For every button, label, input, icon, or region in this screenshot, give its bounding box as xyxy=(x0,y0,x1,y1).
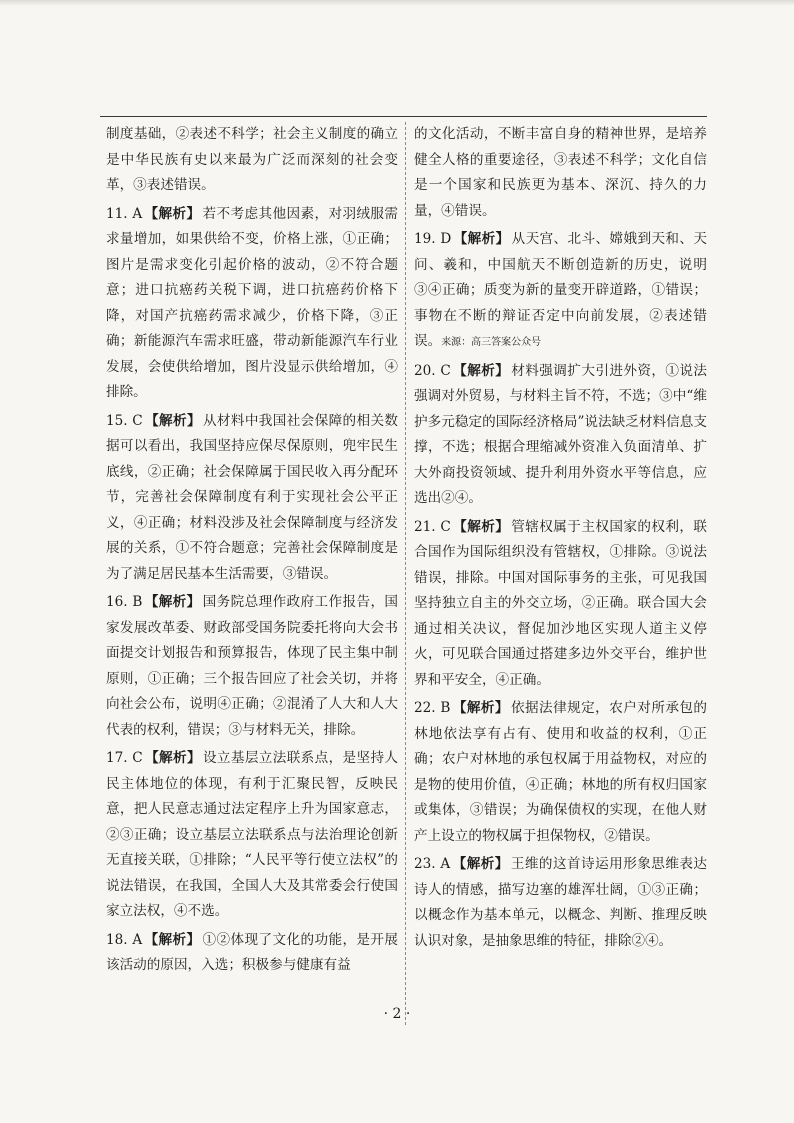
item-number: 11. A xyxy=(106,205,143,222)
analysis-tag: 【解析】 xyxy=(144,750,201,766)
analysis-tag: 【解析】 xyxy=(144,594,201,610)
item-number: 21. C xyxy=(414,518,451,535)
item-text: 依据法律规定，农户对所承包的林地依法享有占有、使用和收益的权利，①正确；农户对林地的承包权属于用益物权，对应的是物的使用价值，④正确；林地的所有权归国家或集体，③错误；为确保债权的实现，在他人财产上设立的物权属于担保物权，②错误。 xyxy=(414,700,708,844)
item-text: 管辖权属于主权国家的权利，联合国作为国际组织没有管辖权，①排除。③说法错误，排除。中国对国际事务的主张，可见我国坚持独立自主的外交立场，②正确。联合国大会通过相关决议，督促加沙地区实现人道主义停火，可见联合国通过搭建多边外交平台，维护世界和平安全，④正确。 xyxy=(414,518,708,688)
answer-item-11 xyxy=(106,202,398,406)
answer-item-20 xyxy=(414,359,707,512)
header-rule xyxy=(100,116,707,117)
analysis-tag: 【解析】 xyxy=(452,856,509,872)
item-text: 王维的这首诗运用形象思维表达诗人的情感，描写边塞的雄浑壮阔，①③正确；以概念作为基本单元，以概念、判断、推理反映认识对象，是抽象思维的特征，排除②④。 xyxy=(414,856,708,949)
item-text: 国务院总理作政府工作报告，国家发展改革委、财政部受国务院委托将向大会书面提交计划报告和预算报告，体现了民主集中制原则，①正确；三个报告回应了社会关切，并将向社会公布，说明④正确；②混淆了人大和人大代表的权利，错误；③与材料无关，排除。 xyxy=(106,594,399,738)
answer-item-21 xyxy=(414,515,707,694)
source-watermark-text: 来源：高三答案公众号 xyxy=(441,337,542,348)
analysis-tag: 【解析】 xyxy=(144,931,201,948)
analysis-tag: 【解析】 xyxy=(144,412,201,429)
page-number: · 2 · xyxy=(383,1006,411,1022)
item-number: 19. D xyxy=(414,231,452,247)
item-number: 15. C xyxy=(106,412,143,429)
right-column xyxy=(414,122,707,957)
item-text: 若不考虑其他因素，对羽绒服需求量增加，如果供给不变，价格上涨，①正确；图片是需求变化引起价格的波动，②不符合题意；进口抗癌药关税下调，进口抗癌药价格下降，对国产抗癌药需求减少，价格下降，③正确；新能源汽车需求旺盛，带动新能源汽车行业发展，会使供给增加，图片没显示供给增加，④排除。 xyxy=(106,205,399,400)
analysis-tag: 【解析】 xyxy=(452,518,510,535)
item-number: 22. B xyxy=(414,700,451,716)
analysis-tag: 【解析】 xyxy=(452,700,509,716)
answer-item-17 xyxy=(106,746,398,925)
left-column xyxy=(106,122,398,982)
item-number: 16. B xyxy=(106,594,143,610)
answer-item-22 xyxy=(414,696,707,849)
item-number: 17. C xyxy=(106,750,143,766)
answer-item-19 xyxy=(414,227,707,356)
answer-item-16 xyxy=(106,590,398,743)
item-text: 从天宫、北斗、嫦娥到天和、天问、羲和，中国航天不断创造新的历史，说明③④正确；质变为新的量变开辟道路，①错误；事物在不断的辩证否定中向前发展，②表述错误。 xyxy=(414,231,707,349)
answer-item-18 xyxy=(106,928,398,979)
item-text: ①②体现了文化的功能，是开展该活动的原因，入选；积极参与健康有益 xyxy=(106,931,399,973)
item-number: 20. C xyxy=(414,362,451,379)
item-text: 材料强调扩大引进外资，①说法强调对外贸易，与材料主旨不符，不选；③中“维护多元稳定的国际经济格局”说法缺乏材料信息支撑，不选；根据合理缩减外资准入负面清单、扩大外商投资领域、提升利用外资水平等信息，应选出②④。 xyxy=(414,362,708,506)
answer-item-23 xyxy=(414,852,707,954)
column-divider xyxy=(405,122,406,1025)
analysis-tag: 【解析】 xyxy=(144,205,201,222)
item-number: 23. A xyxy=(414,856,451,872)
item-text: 从材料中我国社会保障的相关数据可以看出，我国坚持应保尽保原则，兜牢民生底线，②正确；社会保障属于国民收入再分配环节，完善社会保障制度有利于实现社会公平正义，④正确；材料没涉及社会保障制度与经济发展的关系，①不符合题意；完善社会保障制度是为了满足居民基本生活需要，③错误。 xyxy=(106,412,399,582)
analysis-tag: 【解析】 xyxy=(452,362,510,379)
continued-text-right: 的文化活动，不断丰富自身的精神世界，是培养健全人格的重要途径，③表述不科学；文化自信是一个国家和民族更为基本、深沉、持久的力量，④错误。 xyxy=(414,126,707,219)
scan-top-band xyxy=(0,0,794,6)
continued-text-left: 制度基础，②表述不科学；社会主义制度的确立是中华民族有史以来最为广泛而深刻的社会变革，③表述错误。 xyxy=(106,126,398,193)
analysis-tag: 【解析】 xyxy=(453,231,510,247)
item-text: 设立基层立法联系点，是坚持人民主体地位的体现，有利于汇聚民智，反映民意，把人民意志通过法定程序上升为国家意志，②③正确；设立基层立法联系点与法治理论创新无直接关联，①排除；“人民平等行使立法权”的说法错误，在我国，全国人大及其常委会行使国家立法权，④不选。 xyxy=(106,750,399,919)
answer-item-15 xyxy=(106,409,398,588)
item-number: 18. A xyxy=(106,931,143,948)
